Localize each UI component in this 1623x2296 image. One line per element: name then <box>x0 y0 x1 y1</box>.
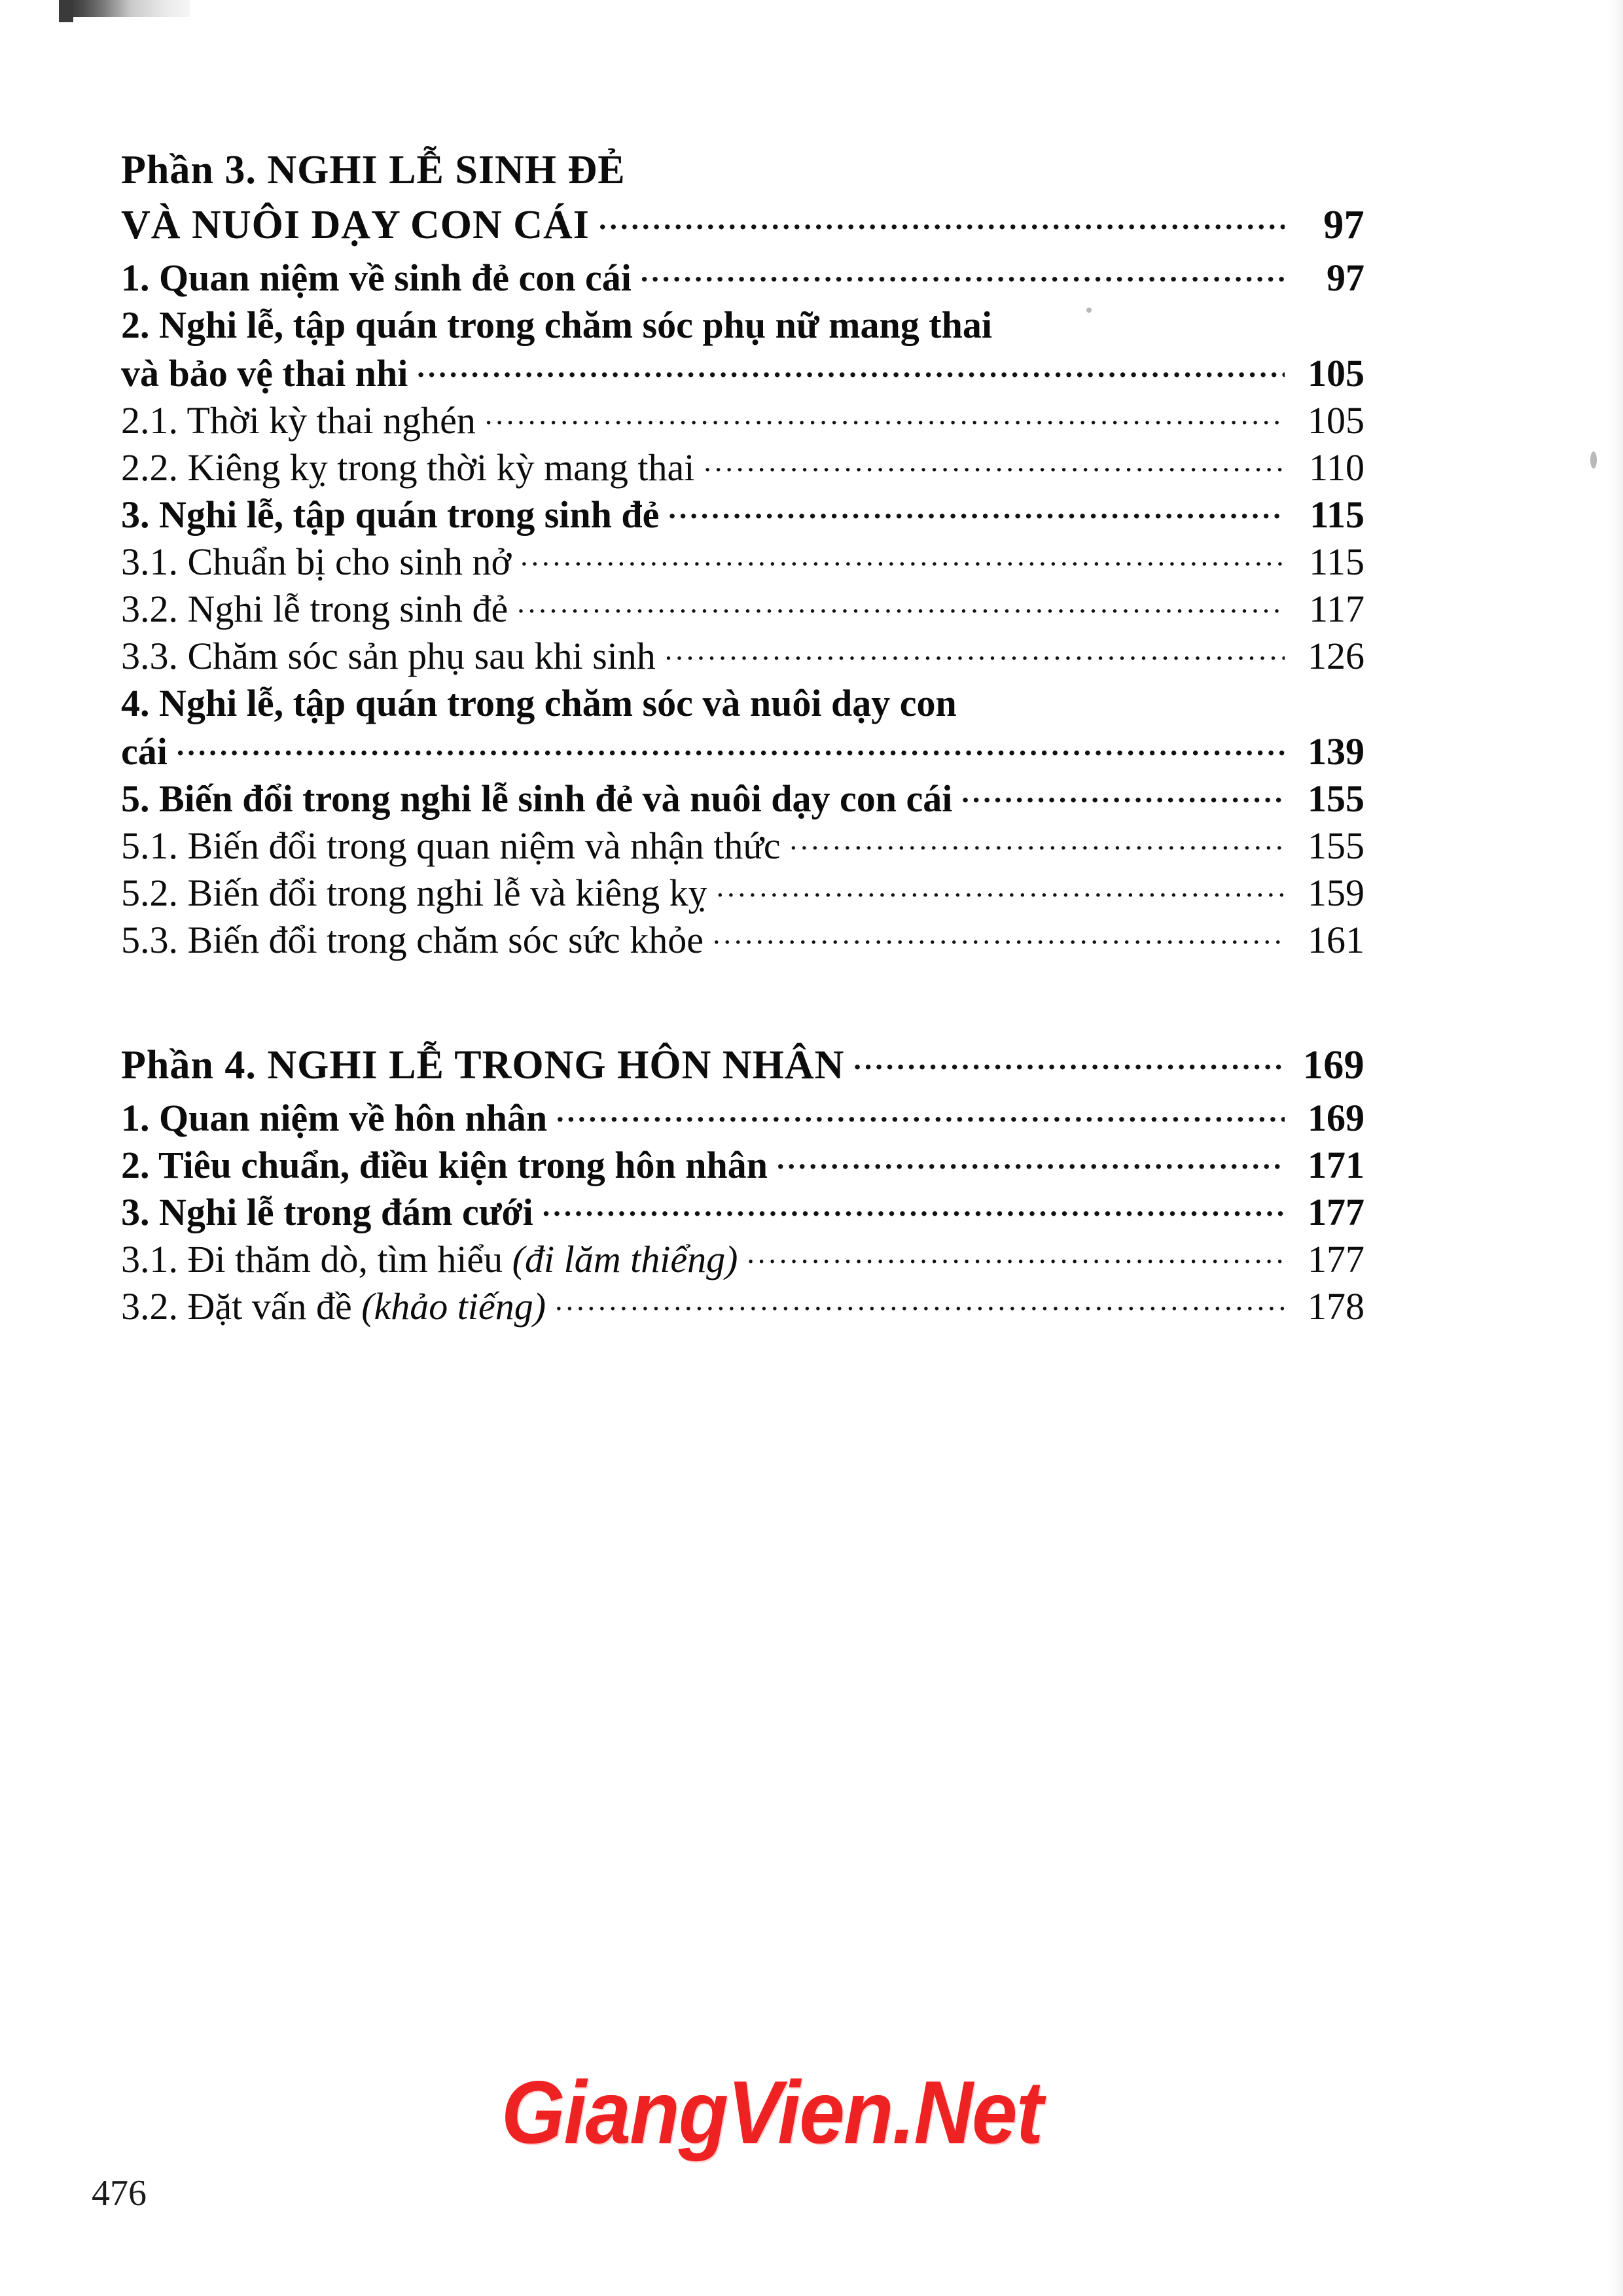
toc-part <box>121 143 1364 962</box>
toc-page-number: 110 <box>1309 446 1364 489</box>
toc-page-number: 169 <box>1302 1043 1364 1087</box>
section-spacer <box>121 975 1364 1038</box>
toc-entry-text: 3.2. Đặt vấn đề <box>121 1285 362 1328</box>
toc-entry-label <box>121 1237 738 1281</box>
toc-entry-continuation <box>121 348 1364 395</box>
toc-entry <box>121 1234 1364 1281</box>
toc-entry <box>121 915 1364 962</box>
dot-leader <box>599 198 1285 238</box>
dot-leader <box>517 584 1285 622</box>
toc-entry <box>121 631 1364 678</box>
page-number: 476 <box>92 2173 147 2214</box>
dot-leader <box>717 868 1285 906</box>
toc-part-heading-line2 <box>121 198 1364 249</box>
toc-entry <box>121 678 1364 725</box>
toc-page-number: 169 <box>1308 1097 1364 1139</box>
toc-page-number: 115 <box>1310 493 1364 536</box>
scan-artifact-strip <box>59 0 190 17</box>
dot-leader <box>777 1140 1285 1178</box>
toc-entry <box>121 868 1364 915</box>
scan-artifact-block <box>59 0 73 22</box>
dot-leader <box>641 253 1285 291</box>
dot-leader <box>1001 300 1285 338</box>
dot-leader <box>966 678 1285 716</box>
toc-part-heading-text: VÀ NUÔI DẠY CON CÁI <box>121 203 590 247</box>
toc-page-number: 117 <box>1309 588 1364 630</box>
toc-entry-label: 1. Quan niệm về sinh đẻ con cái <box>121 256 632 299</box>
dot-leader <box>556 1093 1285 1131</box>
dot-leader <box>177 726 1285 764</box>
dot-leader <box>668 489 1285 527</box>
toc-entry-label: 5.3. Biến đổi trong chăm sóc sức khỏe <box>121 919 704 961</box>
toc-page-number: 115 <box>1309 540 1364 583</box>
toc-entry-label: 2. Tiêu chuẩn, điều kiện trong hôn nhân <box>121 1144 768 1186</box>
toc-entry <box>121 1140 1364 1187</box>
toc-page-number: 159 <box>1308 872 1364 914</box>
toc-page-number: 97 <box>1327 256 1364 299</box>
toc-entry-alt-name: (khảo tiếng) <box>361 1285 546 1328</box>
toc-entry-label: 3. Nghi lễ, tập quán trong sinh đẻ <box>121 493 660 536</box>
toc-page-number: 177 <box>1308 1191 1364 1233</box>
toc-entry-label: 2. Nghi lễ, tập quán trong chăm sóc phụ nữ mang thai <box>121 304 992 346</box>
toc-entry-label: 3.2. Nghi lễ trong sinh đẻ <box>121 588 508 630</box>
toc-entry <box>121 773 1364 821</box>
toc-entry-text: 3.1. Đi thăm dò, tìm hiểu <box>121 1238 512 1280</box>
toc-page-number: 177 <box>1308 1238 1364 1280</box>
dot-leader <box>417 348 1285 386</box>
scan-speck <box>1590 451 1597 468</box>
toc-entry-label <box>121 1284 546 1328</box>
toc-entry-label: 5. Biến đổi trong nghi lễ sinh đẻ và nuôi dạy con cái <box>121 777 953 820</box>
toc-entry <box>121 253 1364 300</box>
toc-page-number: 105 <box>1308 352 1364 395</box>
table-of-contents <box>121 143 1364 1341</box>
dot-leader <box>790 821 1285 858</box>
toc-page-number: 171 <box>1308 1144 1364 1186</box>
dot-leader <box>747 1234 1285 1272</box>
toc-entry <box>121 300 1364 347</box>
toc-entry <box>121 489 1364 537</box>
scan-edge-right <box>1606 0 1623 2296</box>
dot-leader <box>961 773 1285 811</box>
toc-entry <box>121 537 1364 584</box>
toc-entry-label: cái <box>121 730 168 773</box>
toc-entry-label: 1. Quan niệm về hôn nhân <box>121 1097 548 1139</box>
dot-leader <box>520 537 1285 574</box>
toc-page-number: 97 <box>1323 203 1364 247</box>
toc-entry-label: 5.1. Biến đổi trong quan niệm và nhận thức <box>121 824 781 867</box>
toc-entry-label: 2.1. Thời kỳ thai nghén <box>121 399 476 442</box>
toc-entry-label: 3.3. Chăm sóc sản phụ sau khi sinh <box>121 635 656 677</box>
toc-part-heading-text: Phần 4. NGHI LỄ TRONG HÔN NHÂN <box>121 1043 845 1087</box>
dot-leader <box>543 1187 1285 1225</box>
dot-leader <box>853 1038 1285 1078</box>
toc-page-number: 155 <box>1308 824 1364 867</box>
toc-page-number: 161 <box>1308 919 1364 961</box>
toc-entry <box>121 1093 1364 1140</box>
dot-leader <box>665 631 1285 669</box>
toc-page-number: 126 <box>1308 635 1364 677</box>
toc-entry <box>121 821 1364 868</box>
toc-entry-continuation <box>121 726 1364 773</box>
toc-page-number: 139 <box>1308 730 1364 773</box>
toc-entry-label: 5.2. Biến đổi trong nghi lễ và kiêng kỵ <box>121 872 707 914</box>
dot-leader <box>555 1281 1285 1319</box>
toc-page-number: 155 <box>1308 777 1364 820</box>
toc-entry <box>121 1281 1364 1328</box>
toc-page-number: 105 <box>1308 399 1364 442</box>
dot-leader <box>704 442 1285 480</box>
toc-entry-label: 3.1. Chuẩn bị cho sinh nở <box>121 540 512 583</box>
toc-entry <box>121 395 1364 442</box>
toc-page-number: 178 <box>1308 1285 1364 1328</box>
toc-entry-alt-name: (đi lăm thiểng) <box>512 1238 738 1280</box>
toc-entry <box>121 1187 1364 1234</box>
toc-entry <box>121 442 1364 489</box>
toc-entry-label: 3. Nghi lễ trong đám cưới <box>121 1191 533 1233</box>
dot-leader <box>635 143 1285 183</box>
toc-part <box>121 1038 1364 1328</box>
dot-leader <box>485 395 1285 433</box>
toc-entry-label: 2.2. Kiêng kỵ trong thời kỳ mang thai <box>121 446 695 489</box>
toc-part-heading <box>121 1038 1364 1089</box>
toc-entry <box>121 584 1364 631</box>
watermark-giangvien: GiangVien.Net <box>501 2062 1043 2162</box>
toc-entry-label: 4. Nghi lễ, tập quán trong chăm sóc và nuôi dạy con <box>121 682 957 724</box>
toc-entry-label: và bảo vệ thai nhi <box>121 352 408 395</box>
dot-leader <box>713 915 1285 953</box>
toc-part-heading-line1 <box>121 143 1364 194</box>
toc-part-heading-text: Phần 3. NGHI LỄ SINH ĐẺ <box>121 148 626 192</box>
